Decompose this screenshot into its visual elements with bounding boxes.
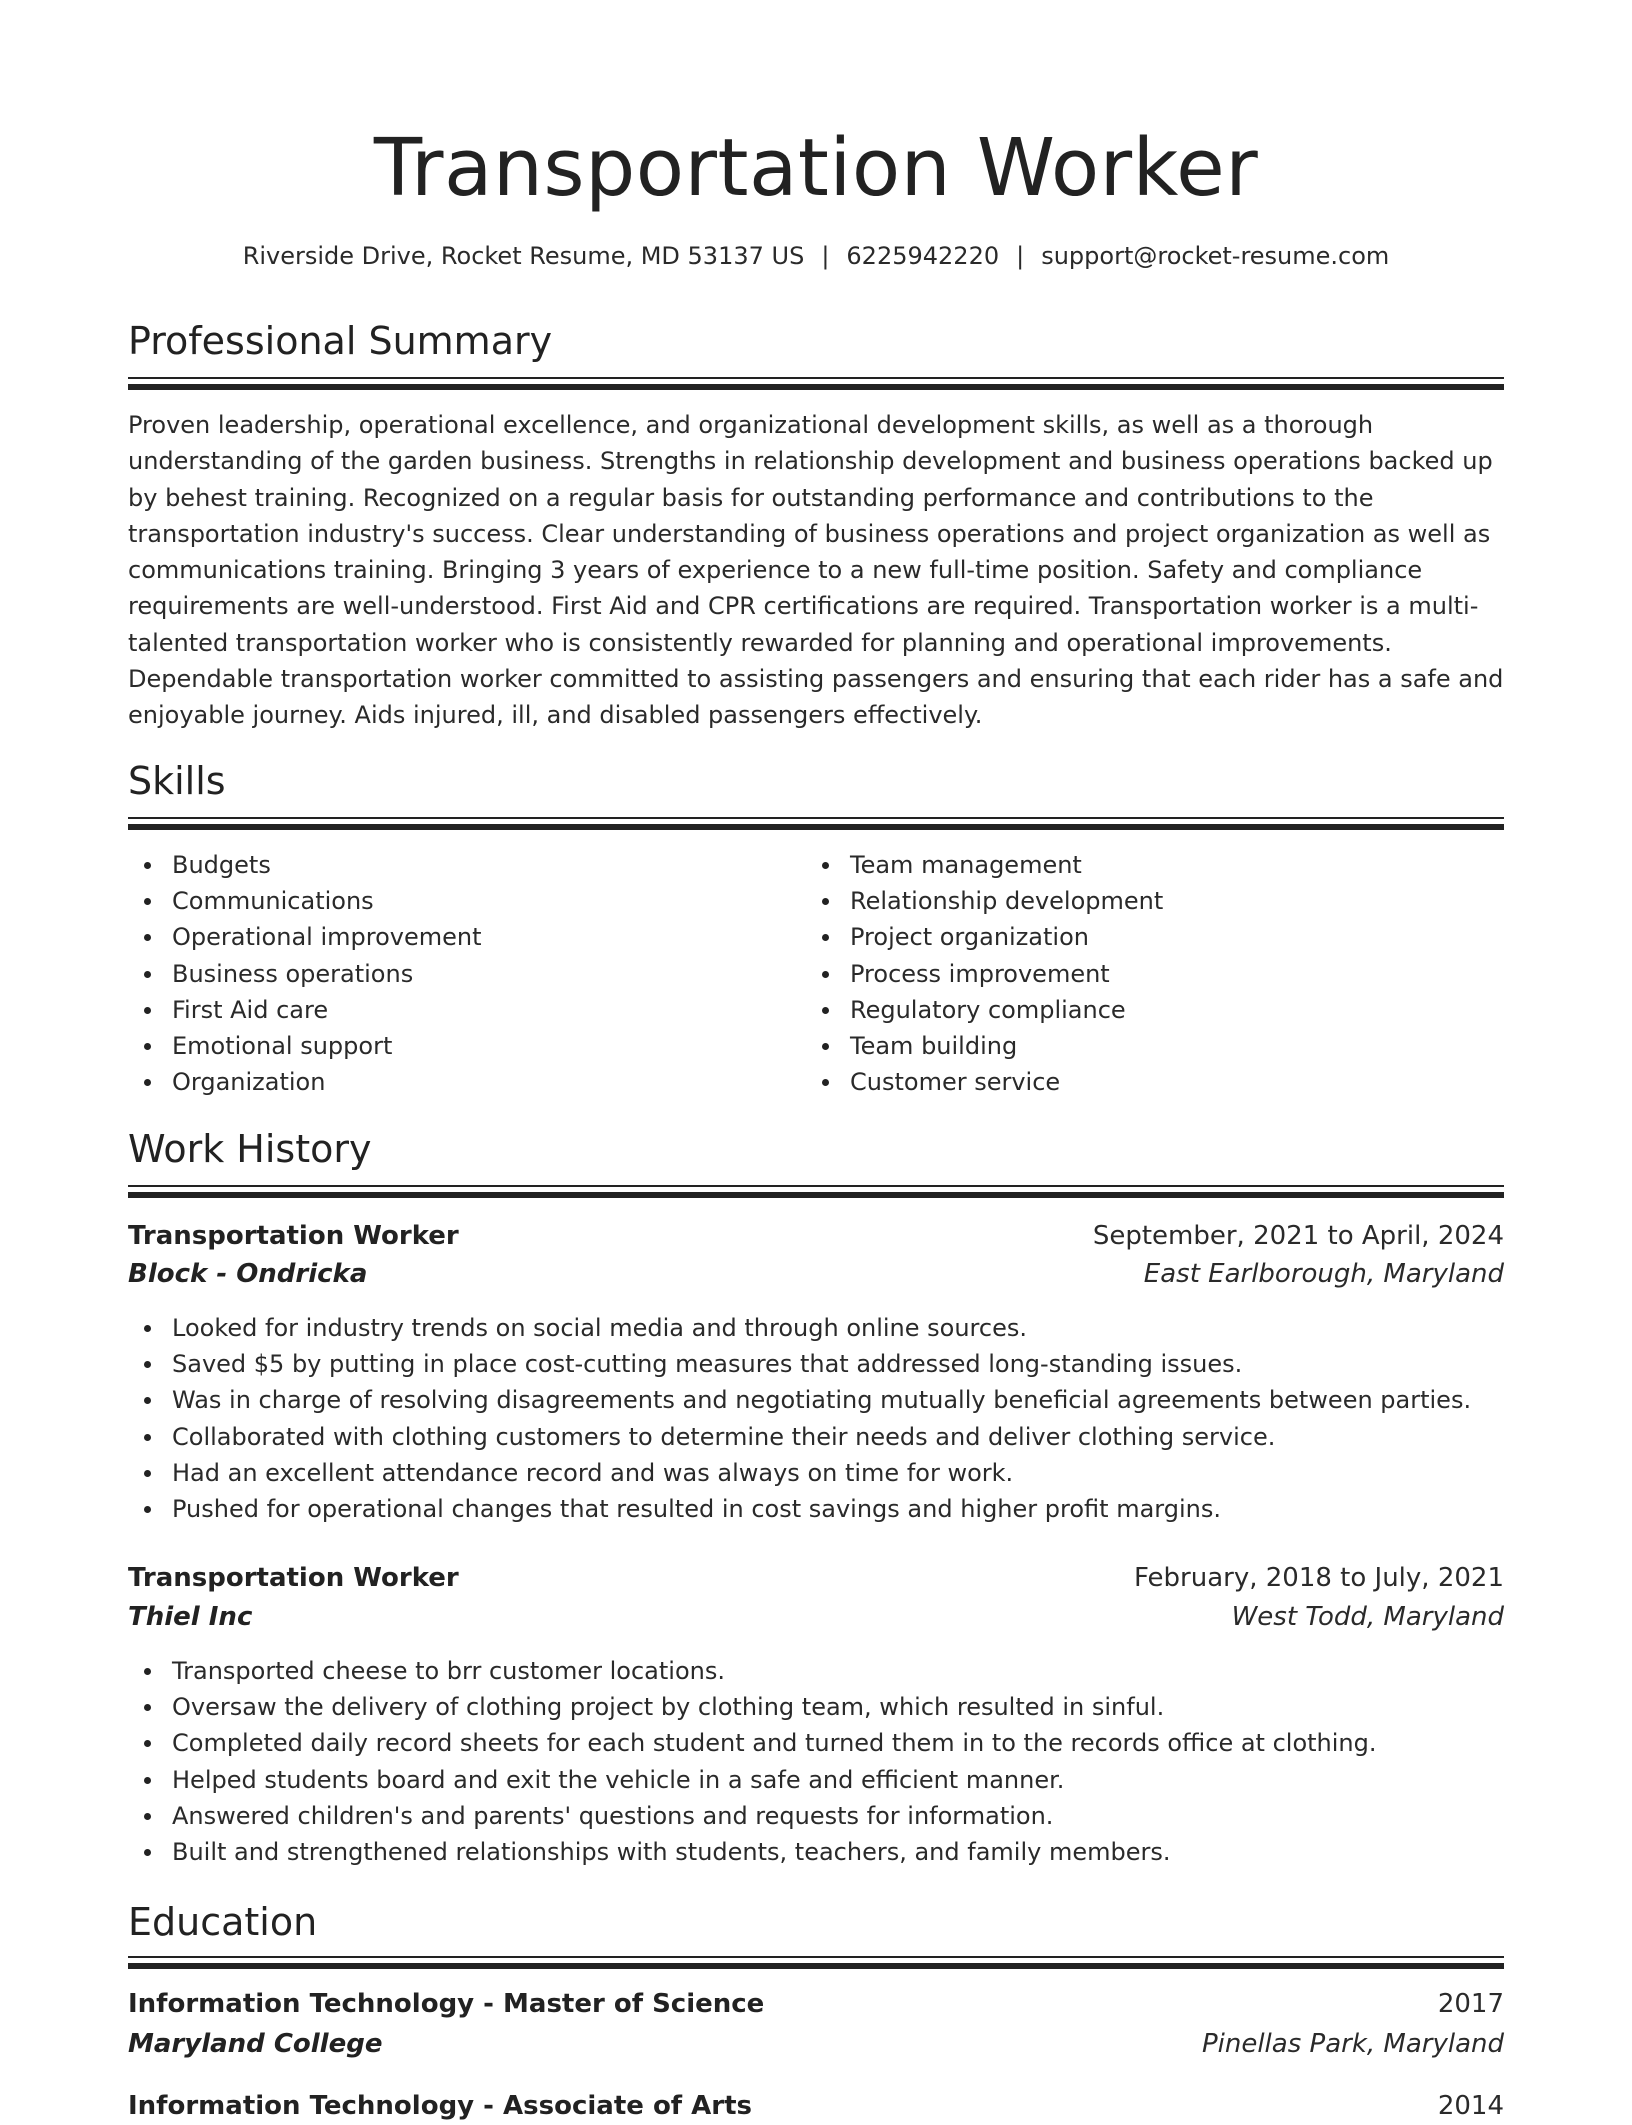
education-school: Maryland College — [128, 2029, 383, 2059]
section-divider-thick — [128, 1963, 1504, 1969]
skill-item: First Aid care — [128, 992, 768, 1028]
section-title-work: Work History — [128, 1127, 372, 1171]
skill-item: Communications — [128, 883, 768, 919]
education-degree: Information Technology - Master of Science — [128, 1989, 765, 2019]
section-divider-thick — [128, 1192, 1504, 1198]
section-divider-thin — [128, 1185, 1504, 1187]
job-employer: Thiel Inc — [128, 1602, 253, 1632]
skill-item: Operational improvement — [128, 919, 768, 955]
education-header-row — [128, 2087, 1504, 2125]
job-bullet: Looked for industry trends on social media and through online sources. — [128, 1310, 1504, 1346]
skill-item: Budgets — [128, 847, 768, 883]
job-bullets — [128, 1653, 1504, 1870]
contact-separator: | — [1016, 242, 1025, 270]
job-bullets — [128, 1310, 1504, 1527]
job-bullet: Helped students board and exit the vehicle in a safe and efficient manner. — [128, 1762, 1504, 1798]
job-bullet: Oversaw the delivery of clothing project by clothing team, which resulted in sinful. — [128, 1689, 1504, 1725]
education-section-header — [128, 1899, 1504, 1945]
job-title: Transportation Worker — [128, 1221, 459, 1251]
education-school-row — [128, 2025, 1504, 2063]
education-header-row — [128, 1985, 1504, 2023]
summary-section-header — [128, 318, 1504, 364]
job-employer-row — [128, 1255, 1504, 1293]
skill-item: Process improvement — [806, 956, 1446, 992]
job-header-row — [128, 1559, 1504, 1597]
education-year: 2017 — [1437, 1989, 1504, 2019]
section-divider-thick — [128, 384, 1504, 390]
work-section-header — [128, 1126, 1504, 1172]
section-divider-thin — [128, 817, 1504, 819]
skill-item: Organization — [128, 1064, 768, 1100]
skill-item: Customer service — [806, 1064, 1446, 1100]
skill-item: Team management — [806, 847, 1446, 883]
skills-section-header — [128, 758, 1504, 804]
section-title-summary: Professional Summary — [128, 319, 553, 363]
skill-item: Emotional support — [128, 1028, 768, 1064]
summary-text: Proven leadership, operational excellence, and organizational development skills, as well as a thorough understanding of the garden business. Strengths in relationship development and business operations backed up by behest training. Recognized on a regular basis for outstanding performance and contributions to the transportation industry's success. Clear understanding of business operations and project organization as well as communications training. Bringing 3 years of experience to a new full-time position. Safety and compliance requirements are well-understood. First Aid and CPR certifications are required. Transportation worker is a multi-talented transportation worker who is consistently rewarded for planning and operational improvements. Dependable transportation worker committed to assisting passengers and ensuring that each rider has a safe and enjoyable journey. Aids injured, ill, and disabled passengers effectively. — [128, 411, 1504, 730]
job-bullet: Had an excellent attendance record and was always on time for work. — [128, 1455, 1504, 1491]
skill-item: Team building — [806, 1028, 1446, 1064]
job-bullet: Saved $5 by putting in place cost-cutting measures that addressed long-standing issues. — [128, 1346, 1504, 1382]
contact-email: support@rocket-resume.com — [1041, 242, 1390, 270]
section-divider-thick — [128, 824, 1504, 830]
skills-list-left — [128, 847, 768, 1100]
job-employer-row — [128, 1598, 1504, 1636]
job-bullet: Completed daily record sheets for each student and turned them in to the records office at clothing. — [128, 1725, 1504, 1761]
contact-line — [128, 240, 1504, 272]
section-divider-thin — [128, 1956, 1504, 1958]
education-location: Pinellas Park, Maryland — [1201, 2029, 1504, 2059]
job-dates: February, 2018 to July, 2021 — [1134, 1563, 1504, 1593]
skill-item: Regulatory compliance — [806, 992, 1446, 1028]
job-bullet: Collaborated with clothing customers to determine their needs and deliver clothing service. — [128, 1419, 1504, 1455]
job-dates: September, 2021 to April, 2024 — [1092, 1221, 1504, 1251]
job-employer: Block - Ondricka — [128, 1259, 368, 1289]
job-bullet: Built and strengthened relationships with students, teachers, and family members. — [128, 1834, 1504, 1870]
candidate-name: Transportation Worker — [373, 122, 1259, 214]
education-degree: Information Technology - Associate of Arts — [128, 2091, 753, 2121]
job-location: East Earlborough, Maryland — [1143, 1259, 1504, 1289]
section-title-education: Education — [128, 1900, 318, 1944]
section-divider-thin — [128, 377, 1504, 379]
skill-item: Business operations — [128, 956, 768, 992]
contact-phone: 6225942220 — [846, 242, 1000, 270]
job-location: West Todd, Maryland — [1231, 1602, 1504, 1632]
job-title: Transportation Worker — [128, 1563, 459, 1593]
job-bullet: Transported cheese to brr customer locations. — [128, 1653, 1504, 1689]
job-header-row — [128, 1217, 1504, 1255]
section-title-skills: Skills — [128, 759, 226, 803]
job-bullet: Answered children's and parents' questions and requests for information. — [128, 1798, 1504, 1834]
education-year: 2014 — [1437, 2091, 1504, 2121]
job-bullet: Pushed for operational changes that resulted in cost savings and higher profit margins. — [128, 1491, 1504, 1527]
skills-list-right — [806, 847, 1446, 1100]
skill-item: Project organization — [806, 919, 1446, 955]
contact-separator: | — [821, 242, 830, 270]
job-bullet: Was in charge of resolving disagreements and negotiating mutually beneficial agreements between parties. — [128, 1382, 1504, 1418]
contact-address: Riverside Drive, Rocket Resume, MD 53137 US — [242, 242, 805, 270]
skill-item: Relationship development — [806, 883, 1446, 919]
